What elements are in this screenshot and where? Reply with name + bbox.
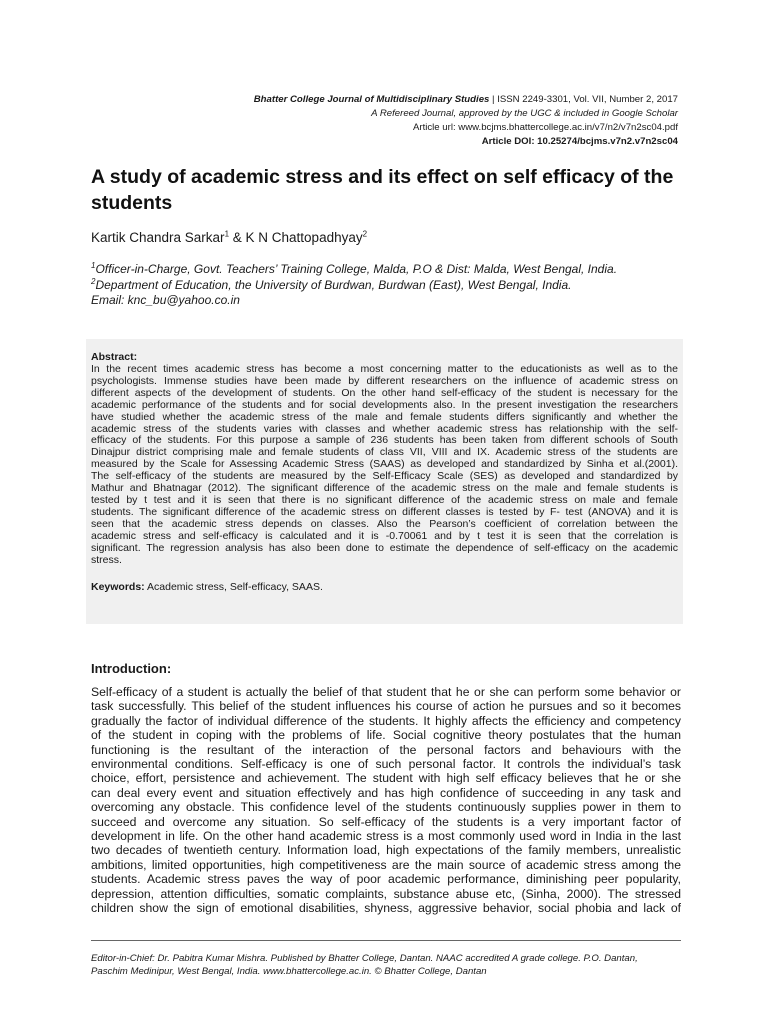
author-affil-mark: 1	[224, 229, 230, 239]
intro-line: functioning is the resultant of the interaction of the personal factors and behaviours with the	[91, 742, 681, 757]
affiliations	[91, 262, 617, 309]
abstract-line: significant. The regression analysis has also been done to estimate the dependence of self-efficacy on the academic	[91, 542, 678, 554]
article-doi[interactable]: Article DOI: 10.25274/bcjms.v7n2.v7n2sc04	[481, 136, 678, 147]
abstract-line: Mathur and Bhatnagar (2012). The significant difference of the academic stress on the male and female students is	[91, 483, 678, 495]
paper-title: A study of academic stress and its effect on self efficacy of the students	[91, 166, 674, 214]
intro-line: two decades of twentieth century. Information load, high expectations of the family members, unrealistic	[91, 843, 681, 858]
abstract-line: In the recent times academic stress has become a most concerning matter to the educationists as well as to the	[91, 364, 678, 375]
keywords-text: Academic stress, Self-efficacy, SAAS.	[144, 581, 323, 594]
abstract-line: The self-efficacy of the students are measured by the Self-Efficacy Scale (SES) as developed and standardized by	[91, 471, 678, 483]
abstract-line: Dinajpur district comprising male and female students of class VII, VIII and IX. Academic stress of the students are	[91, 447, 678, 459]
abstract-line: students. The significant difference of the academic stress on different classes is tested by F- test (ANOVA) and it is	[91, 506, 678, 518]
affiliation-2	[91, 278, 617, 294]
refereed-note: A Refereed Journal, approved by the UGC & included in Google Scholar	[371, 108, 678, 119]
affil-mark: 1	[91, 261, 96, 270]
intro-line: gradually the factor of individual difference of the students. It highly affects the efficiency and competency	[91, 713, 681, 728]
journal-header	[254, 93, 678, 149]
keywords-label: Keywords:	[91, 581, 145, 594]
abstract-line: psychologists. Immense studies have been made by different researchers on the influence of academic stress on	[91, 375, 678, 387]
affiliation-text: Officer-in-Charge, Govt. Teachers’ Training College, Malda, P.O & Dist: Malda, West Bengal, India.	[95, 262, 618, 276]
introduction-body	[91, 685, 681, 916]
intro-line: environmental conditions. Self-efficacy is one of such personal factor. It controls the individual’s task	[91, 757, 681, 772]
abstract-line: efficacy of the students. For this purpose a sample of 236 students has been taken from different schools of South	[91, 435, 678, 447]
intro-line: succeed and overcome any situation. So self-efficacy of the students is a very important factor of	[91, 814, 681, 829]
abstract-line: academic performance of the students and for social developments also. In the present investigation the researchers	[91, 399, 678, 411]
journal-citation-line	[254, 93, 678, 107]
intro-line: Self-efficacy of a student is actually the belief of that student that he or she can perform some behavior or	[91, 685, 681, 699]
intro-line: ambitions, limited opportunities, high competitiveness are the main source of academic stress among the	[91, 857, 681, 872]
authors	[91, 230, 367, 245]
footer-line: Editor-in-Chief: Dr. Pabitra Kumar Mishra. Published by Bhatter College, Dantan. NAAC accredited A grade college. P.O. Dantan,	[91, 953, 638, 964]
abstract-line: stress.	[91, 554, 122, 566]
abstract-line: seen that the academic stress depends on classes. Also the Pearson’s coefficient of correlation between the	[91, 518, 678, 530]
intro-line: can deal every event and situation effectively and has high confidence of succeeding in any task and	[91, 785, 681, 800]
author-name: K N Chattopadhyay	[245, 230, 363, 245]
intro-line: children show the sign of emotional disabilities, shyness, aggressive behavior, social phobia and lack of	[91, 901, 681, 916]
author-name: Kartik Chandra Sarkar	[91, 230, 225, 245]
intro-line: of the student in coping with the problems of life. Social cognitive theory postulates that the human	[91, 728, 681, 743]
issn-volume: | ISSN 2249-3301, Vol. VII, Number 2, 2017	[489, 94, 678, 105]
footer-divider	[91, 940, 681, 941]
keywords	[91, 581, 678, 593]
author-affil-mark: 2	[362, 229, 368, 239]
intro-line: overcoming any obstacle. This confidence level of the students continuously supplies power in them to	[91, 800, 681, 815]
affiliation-text: Department of Education, the University of Burdwan, Burdwan (East), West Bengal, India.	[95, 277, 572, 292]
introduction-heading: Introduction:	[91, 661, 172, 676]
author-separator: &	[229, 230, 246, 245]
abstract-line: tested by t test and it is seen that there is no significant difference of the academic stress on male and female	[91, 494, 678, 506]
journal-name: Bhatter College Journal of Multidisciplinary Studies	[253, 94, 490, 105]
abstract-line: academic stress and self-efficacy is calculated and it is -0.70061 and by t test it is seen that the correlation is	[91, 530, 678, 542]
abstract-heading: Abstract:	[91, 351, 138, 363]
footer	[91, 952, 681, 978]
intro-line: students. Academic stress paves the way of poor academic performance, diminishing peer popularity,	[91, 872, 681, 887]
contact-email[interactable]: Email: knc_bu@yahoo.co.in	[91, 293, 240, 307]
affiliation-1	[91, 262, 617, 278]
intro-line: task successfully. This belief of the student influences his course of action he pursues and so it becomes	[91, 699, 681, 714]
abstract-line: have studied whether the academic stress of the male and female students differs significantly and whether the	[91, 411, 678, 423]
intro-line: depression, attention difficulties, somatic complaints, substance abuse etc, (Sinha, 2000). The stressed	[91, 886, 681, 901]
abstract-box	[86, 339, 683, 624]
article-url[interactable]: Article url: www.bcjms.bhattercollege.ac.in/v7/n2/v7n2sc04.pdf	[412, 122, 678, 133]
abstract-line: different aspects of the development of students. On the other hand self-efficacy of the student is necessary for the	[91, 387, 678, 399]
intro-line: development in life. On the other hand academic stress is a most commonly used word in India in the last	[91, 829, 681, 844]
affil-mark: 2	[91, 276, 96, 286]
intro-line: choice, effort, persistence and achievement. The student with high self efficacy believes that he or she	[91, 771, 681, 786]
footer-line: Paschim Medinipur, West Bengal, India. www.bhattercollege.ac.in. © Bhatter College, Dantan	[91, 966, 487, 977]
abstract-line: academic stress of the students varies with classes and whether academic stress has relationship with the self-	[91, 423, 678, 435]
abstract-line: measured by the Scale for Assessing Academic Stress (SAAS) as developed and standardized by Sinha et al.(2001).	[91, 459, 678, 471]
